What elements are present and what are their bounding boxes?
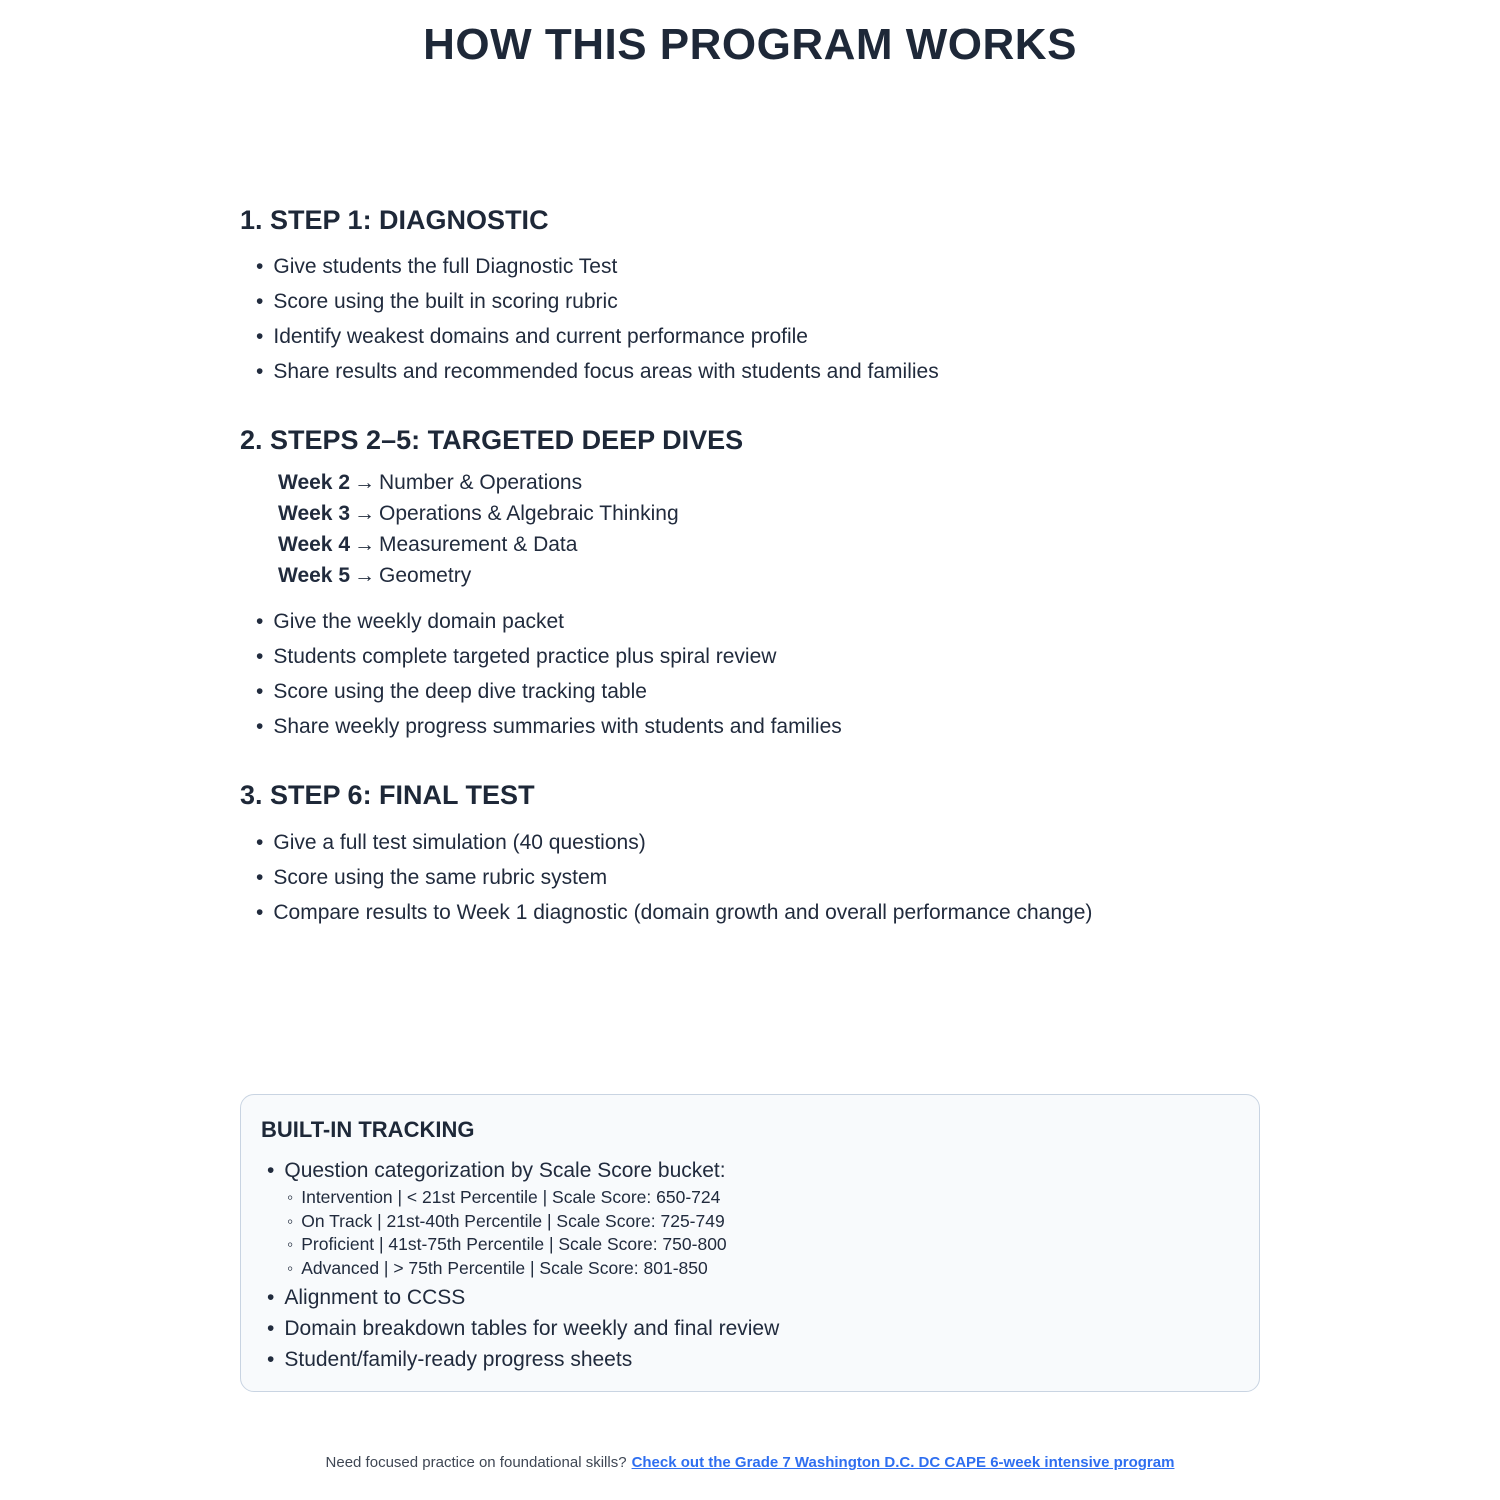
tracking-box-heading: BUILT-IN TRACKING [261, 1116, 475, 1142]
bullet-item: • Give a full test simulation (40 questions) [256, 825, 1260, 860]
week-label: Week 2 [278, 471, 350, 495]
week-topic: Operations & Algebraic Thinking [379, 502, 679, 526]
tracking-bullet-list [267, 1155, 1239, 1186]
bullet-item: • Share results and recommended focus areas with students and families [256, 354, 1260, 389]
week-topic: Number & Operations [379, 471, 583, 495]
bullet-list [256, 249, 1260, 389]
section-step-6-final-test [240, 779, 1260, 929]
section-heading: 3. STEP 6: FINAL TEST [240, 780, 535, 811]
bullet-list [256, 825, 1260, 930]
week-topic: Geometry [379, 564, 472, 588]
bullet-item: • Question categorization by Scale Score bucket: [267, 1155, 1239, 1186]
week-label: Week 5 [278, 564, 350, 588]
bullet-item: • Give students the full Diagnostic Test [256, 249, 1260, 284]
bullet-item: • Domain breakdown tables for weekly and final review [267, 1313, 1239, 1344]
bullet-item: • Compare results to Week 1 diagnostic (domain growth and overall performance change) [256, 895, 1260, 930]
week-row [278, 529, 1260, 560]
tracking-bullet-list [267, 1282, 1239, 1375]
section-step-1-diagnostic [240, 204, 1260, 389]
bullet-item: • Give the weekly domain packet [256, 604, 1260, 639]
bullet-item: • Identify weakest domains and current performance profile [256, 319, 1260, 354]
scale-score-bucket: ◦ Intervention | < 21st Percentile | Scale Score: 650-724 [287, 1186, 1239, 1210]
bullet-item: • Score using the built in scoring rubric [256, 284, 1260, 319]
week-topic: Measurement & Data [379, 533, 578, 557]
bullet-item: • Alignment to CCSS [267, 1282, 1239, 1313]
scale-score-bucket: ◦ Advanced | > 75th Percentile | Scale Score: 801-850 [287, 1257, 1239, 1281]
footer-program-link[interactable]: Check out the Grade 7 Washington D.C. DC CAPE 6-week intensive program [631, 1454, 1175, 1472]
scale-score-bucket-list [287, 1186, 1239, 1280]
week-label: Week 3 [278, 502, 350, 526]
scale-score-bucket: ◦ On Track | 21st-40th Percentile | Scale Score: 725-749 [287, 1210, 1239, 1234]
scale-score-bucket: ◦ Proficient | 41st-75th Percentile | Scale Score: 750-800 [287, 1233, 1239, 1257]
bullet-list [256, 604, 1260, 744]
section-heading: 1. STEP 1: DIAGNOSTIC [240, 204, 549, 235]
week-label: Week 4 [278, 533, 350, 557]
page-title: HOW THIS PROGRAM WORKS [423, 20, 1077, 69]
bullet-item: • Score using the same rubric system [256, 860, 1260, 895]
arrow-right-icon: → [354, 564, 375, 588]
bullet-item: • Students complete targeted practice plus spiral review [256, 639, 1260, 674]
footer-note [0, 1454, 1500, 1471]
bullet-item: • Share weekly progress summaries with students and families [256, 709, 1260, 744]
bullet-item: • Score using the deep dive tracking table [256, 674, 1260, 709]
section-steps-2-5-deep-dives [240, 424, 1260, 744]
arrow-right-icon: → [354, 502, 375, 526]
arrow-right-icon: → [354, 533, 375, 557]
week-row [278, 467, 1260, 498]
footer-prompt-text: Need focused practice on foundational skills? [325, 1454, 627, 1472]
week-row [278, 498, 1260, 529]
section-heading: 2. STEPS 2–5: TARGETED DEEP DIVES [240, 424, 744, 455]
arrow-right-icon: → [354, 471, 375, 495]
bullet-item: • Student/family-ready progress sheets [267, 1344, 1239, 1375]
week-row [278, 560, 1260, 591]
built-in-tracking-box [240, 1094, 1260, 1392]
content-column [240, 204, 1260, 1393]
week-mapping-list [278, 467, 1260, 591]
